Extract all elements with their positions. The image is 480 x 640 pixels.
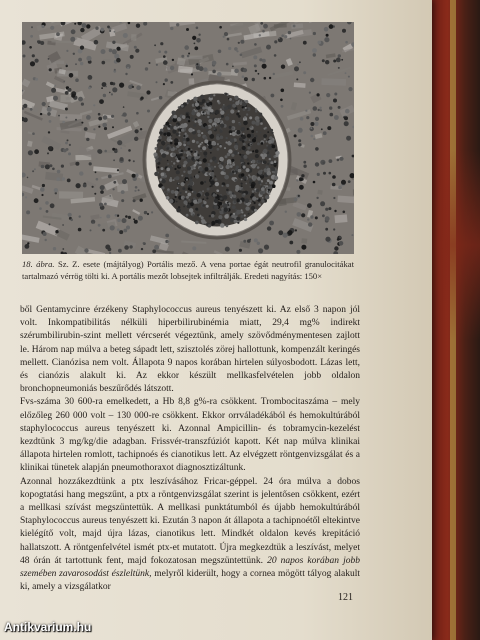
paragraph-3-end: melyről kiderült, hogy a cornea mögött tályog alakult ki, amely a vizsgálatkor [20, 569, 360, 593]
caption-label: 18. ábra. [22, 259, 55, 269]
caption-text: Sz. Z. esete (májtályog) Portális mező. A vena portae égát neutrofil granulocitákat tartalmazó vérrög tölti ki. A portális mezőt lobsejtek infiltrálják. Eredeti nagyítás: 150× [22, 259, 354, 281]
paragraph-3 [20, 476, 360, 595]
page-number: 121 [338, 592, 353, 603]
paragraph-3-text: Azonnal hozzákezdtünk a ptx leszívásához Fricar-géppel. 24 óra múlva a dobos kopogtatási hang megszűnt, a ptx a röntgenvizsgálat szerint is jelentősen csökkent, ezért a mellkasi szívást megszüntettük. A mellkasi punktátumból és újabb hemokultúrából Staphylococcus aureus tenyészett ki. Ezután 3 napon át állapota a tachipnoétől eltekintve kielégítő volt, majd újra lázas, cianotikus lett. Mindkét oldalon kevés krepitáció hallatszott. A röntgenfelvétel ismét ptx-et mutatott. Újra megkezdtük a leszívást, melyet 48 órán át tartottunk fent, majd fokozatosan megszüntettünk. [20, 476, 360, 566]
histology-micrograph [22, 22, 354, 254]
paragraph-2: Fvs-száma 30 600-ra emelkedett, a Hb 8,8 g%-ra csökkent. Trombocitaszáma – mely előzőleg 260 000 volt – 130 000-re csökkent. Ekkor orrváladékából és hemokultúrából staphylococcus aureus tenyészett ki. Azonnal Ampicillin- és tobramycin-kezelést kezdtünk 3 mg/kg/die adagban. Frissvér-transzfúziót kapott. Két nap múlva klinikai állapota hirtelen romlott, tachipnoés és cianotikus lett. Az elvégzett röntgenvizsgálat és a klinikai tünetek alapján pneumothoraxot diagnosztizáltunk. [20, 397, 360, 474]
figure-caption [22, 259, 354, 282]
paragraph-1: ből Gentamycinre érzékeny Staphylococcus aureus tenyészett ki. Az első 3 napon jól volt. Inkompatibilitás nélküli hiperbilirubinémia miatt, 29,4 mg% indirekt szérumbilirubin-szint mellett vércserét végeztünk, amely szövődménymentesen zajlott le. Három nap múlva a beteg sápadt lett, szisztolés zörej hallottunk, kompenzált keringés mellett. Cianózisa nem volt. Állapota 9 napos korában hirtelen súlyosbodott. Lázas lett, és cianózis alakult ki. Az ekkor készült mellkasfelvételen jobb oldalon bronchopneumoniás beszűrődés látszott. [20, 305, 360, 395]
watermark-logo: Antikvarium.hu [4, 620, 92, 634]
background-book-spines [430, 0, 480, 640]
body-text [20, 304, 360, 594]
paragraph-3-italic: 20 napos korában jobb szemében zavarosodást észleltünk, [20, 555, 360, 580]
